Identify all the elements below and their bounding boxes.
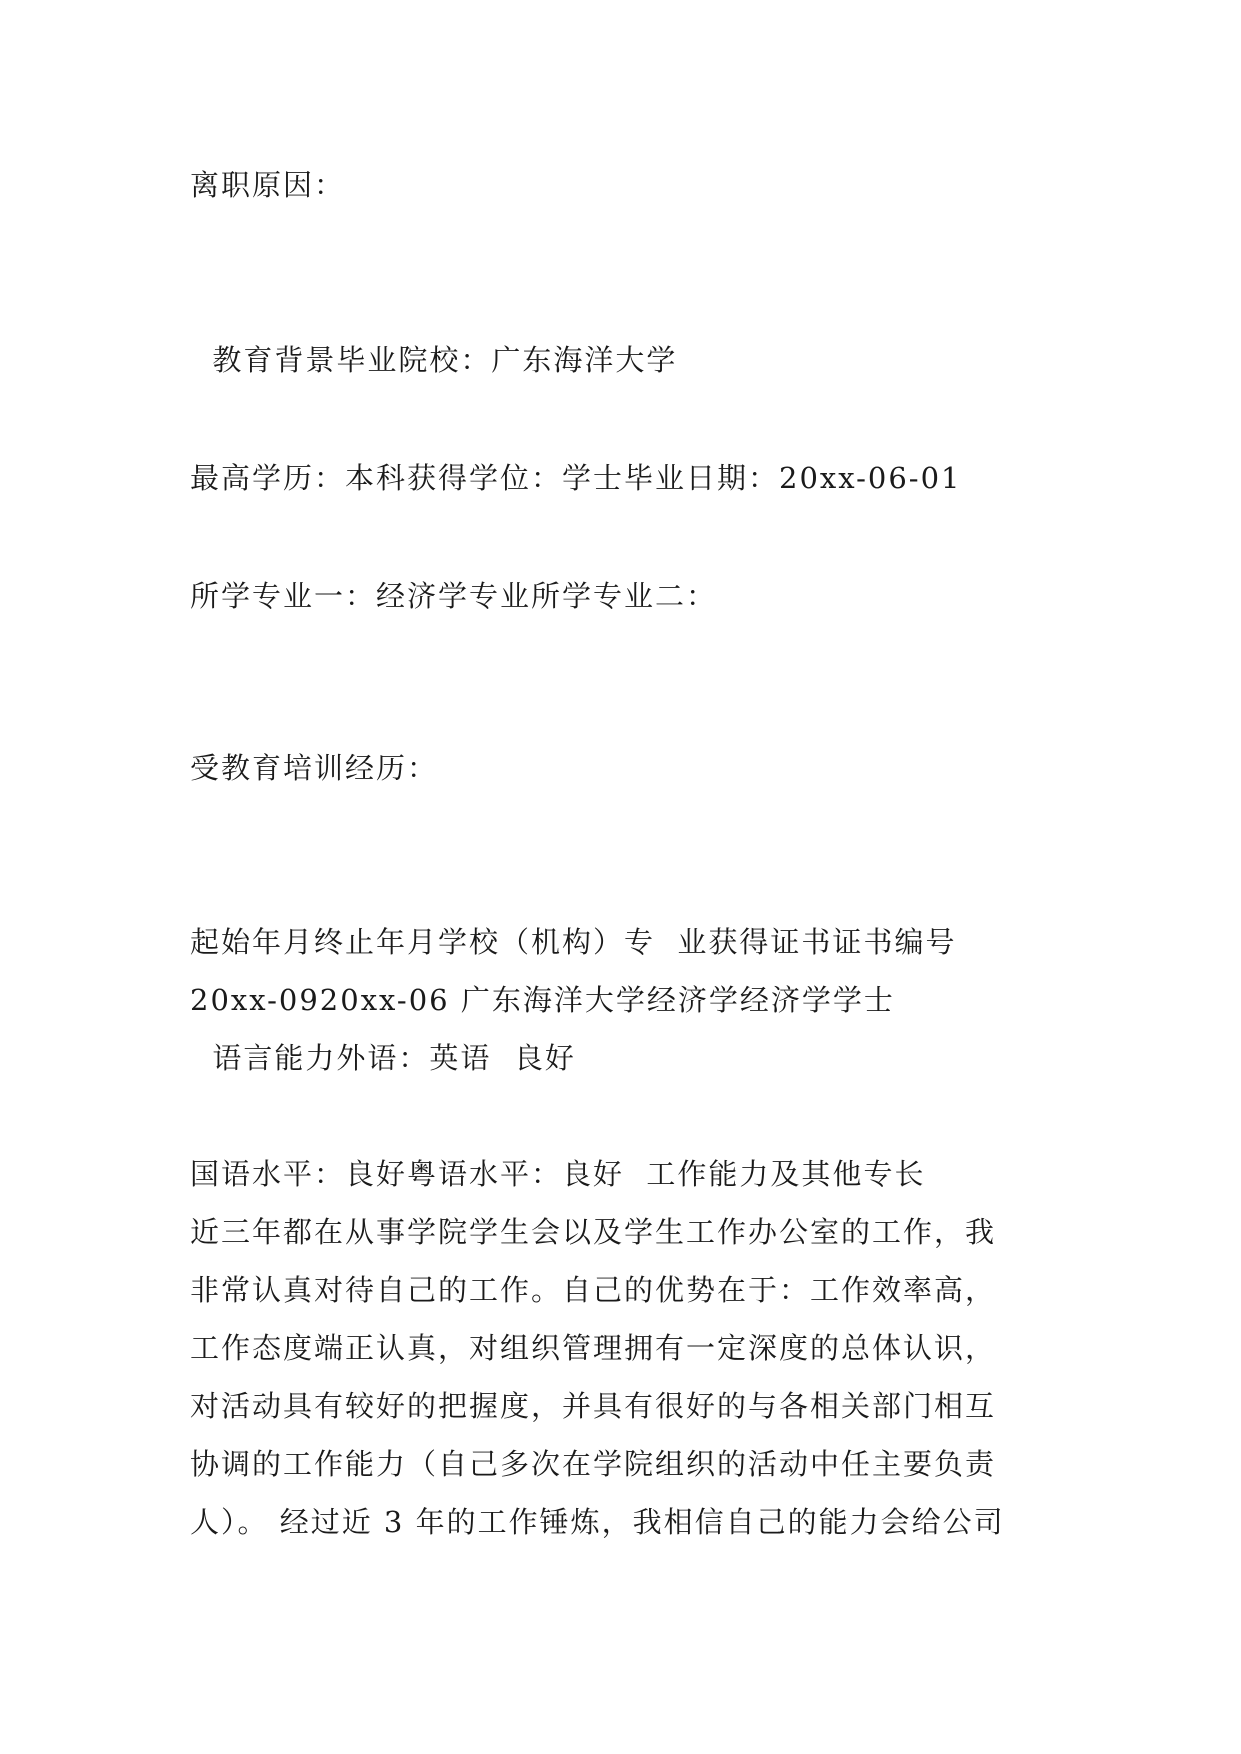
degree-info-line: 最高学历：本科获得学位：学士毕业日期：20xx-06-01 <box>190 461 962 495</box>
work-ability-paragraph-line: 人）。 经过近 3 年的工作锤炼，我相信自己的能力会给公司 <box>190 1505 1005 1539</box>
language-ability-line: 语言能力外语：英语 良好 <box>190 1041 576 1075</box>
training-history-label: 受教育培训经历： <box>190 751 439 785</box>
dialect-ability-line: 国语水平：良好粤语水平：良好 工作能力及其他专长 <box>190 1157 926 1191</box>
work-ability-paragraph-line: 非常认真对待自己的工作。自己的优势在于：工作效率高， <box>190 1273 997 1307</box>
major-info-line: 所学专业一：经济学专业所学专业二： <box>190 579 718 613</box>
work-ability-paragraph-line: 协调的工作能力（自己多次在学院组织的活动中任主要负责 <box>190 1447 997 1481</box>
work-ability-paragraph-line: 对活动具有较好的把握度，并具有很好的与各相关部门相互 <box>190 1389 997 1423</box>
training-table-header: 起始年月终止年月学校（机构）专 业获得证书证书编号 <box>190 925 957 959</box>
work-ability-paragraph-line: 工作态度端正认真，对组织管理拥有一定深度的总体认识， <box>190 1331 997 1365</box>
training-table-row: 20xx-0920xx-06 广东海洋大学经济学经济学学士 <box>190 983 895 1017</box>
education-background-line: 教育背景毕业院校：广东海洋大学 <box>190 343 678 377</box>
leave-reason-label: 离职原因： <box>190 168 346 202</box>
work-ability-paragraph-line: 近三年都在从事学院学生会以及学生工作办公室的工作，我 <box>190 1215 997 1249</box>
